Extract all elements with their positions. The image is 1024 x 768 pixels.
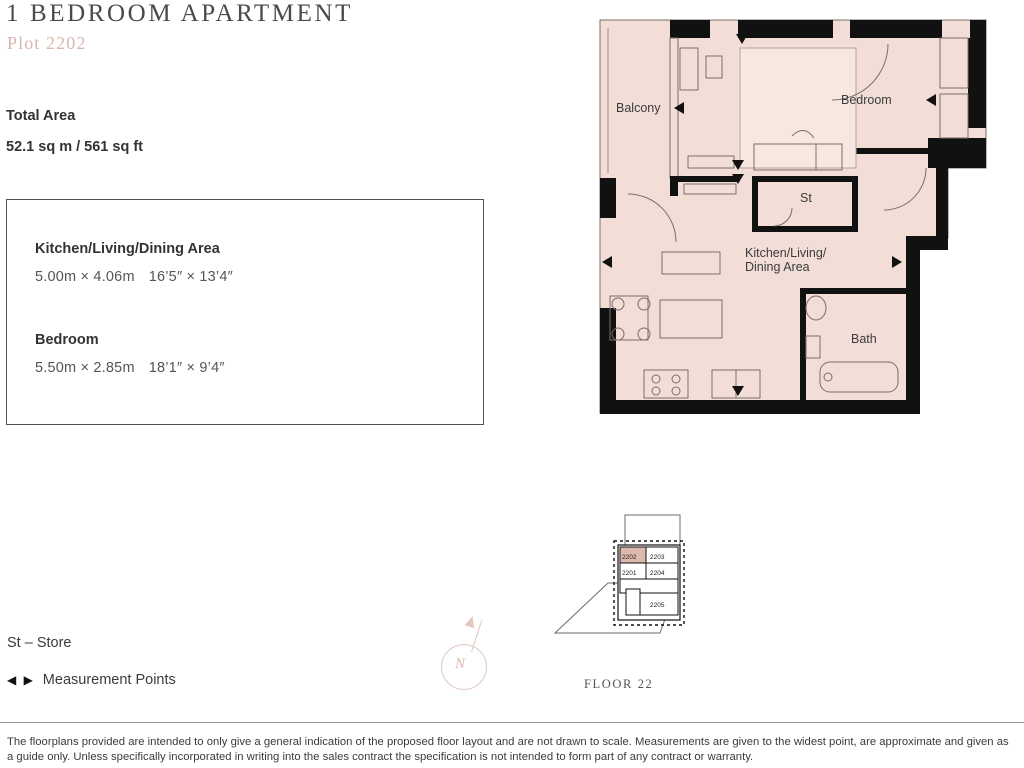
floorplan-label-balcony: Balcony [616, 101, 661, 115]
key-plan [540, 505, 730, 705]
floorplan-label-bath: Bath [851, 332, 877, 346]
floorplan-label-kitchen-line2: Dining Area [745, 260, 810, 274]
room-dimensions-imperial: 16’5″ × 13’4″ [148, 269, 233, 285]
room-dimensions [35, 269, 233, 285]
total-area-value: 52.1 sq m / 561 sq ft [6, 139, 144, 155]
svg-text:2205: 2205 [650, 602, 665, 609]
floorplan-label-store: St [800, 191, 812, 205]
room-name: Bedroom [35, 332, 99, 348]
floorplan-label-kitchen [745, 246, 826, 274]
compass-north-icon [438, 618, 504, 690]
room-dimensions [35, 360, 225, 376]
svg-text:2202: 2202 [622, 554, 637, 561]
svg-text:2201: 2201 [622, 570, 637, 577]
compass-arrowhead [465, 615, 478, 629]
apartment-floorplan [588, 8, 1008, 428]
room-dimensions-metric: 5.00m × 4.06m [35, 269, 135, 285]
total-area-label: Total Area [6, 108, 76, 124]
page-title: 1 BEDROOM APARTMENT [6, 0, 354, 27]
footer-disclaimer: The floorplans provided are intended to only give a general indication of the proposed floor layout and are not drawn to scale. Measurements are given to the widest point, are approximate and given as a guide only. Unless specifically incorporated in writing into the sales contract the specification is not intended to form part of any contract or warranty. [7, 736, 1009, 763]
plot-number: Plot 2202 [7, 33, 87, 53]
key-plan-diagram [540, 505, 730, 675]
measurement-arrow-icon: ◀ ▶ [7, 673, 35, 687]
legend-measurement-label: Measurement Points [42, 672, 176, 688]
floorplan-label-kitchen-line1: Kitchen/Living/ [745, 246, 827, 260]
room-name: Kitchen/Living/Dining Area [35, 241, 220, 257]
footer-divider [0, 722, 1024, 723]
legend-measurement-points [7, 672, 176, 688]
key-plan-floor-label: FLOOR 22 [584, 677, 654, 691]
room-dimensions-imperial: 18’1″ × 9’4″ [148, 360, 225, 376]
room-dimensions-metric: 5.50m × 2.85m [35, 360, 135, 376]
compass-north-letter: N [455, 656, 466, 672]
room-entry [35, 332, 225, 376]
svg-text:2204: 2204 [650, 570, 665, 577]
floorplan-drawing [588, 8, 1008, 428]
svg-text:2203: 2203 [650, 554, 665, 561]
floorplan-label-bedroom: Bedroom [841, 93, 892, 107]
legend-store: St – Store [7, 635, 72, 651]
room-schedule [6, 199, 484, 425]
room-entry [35, 241, 233, 285]
